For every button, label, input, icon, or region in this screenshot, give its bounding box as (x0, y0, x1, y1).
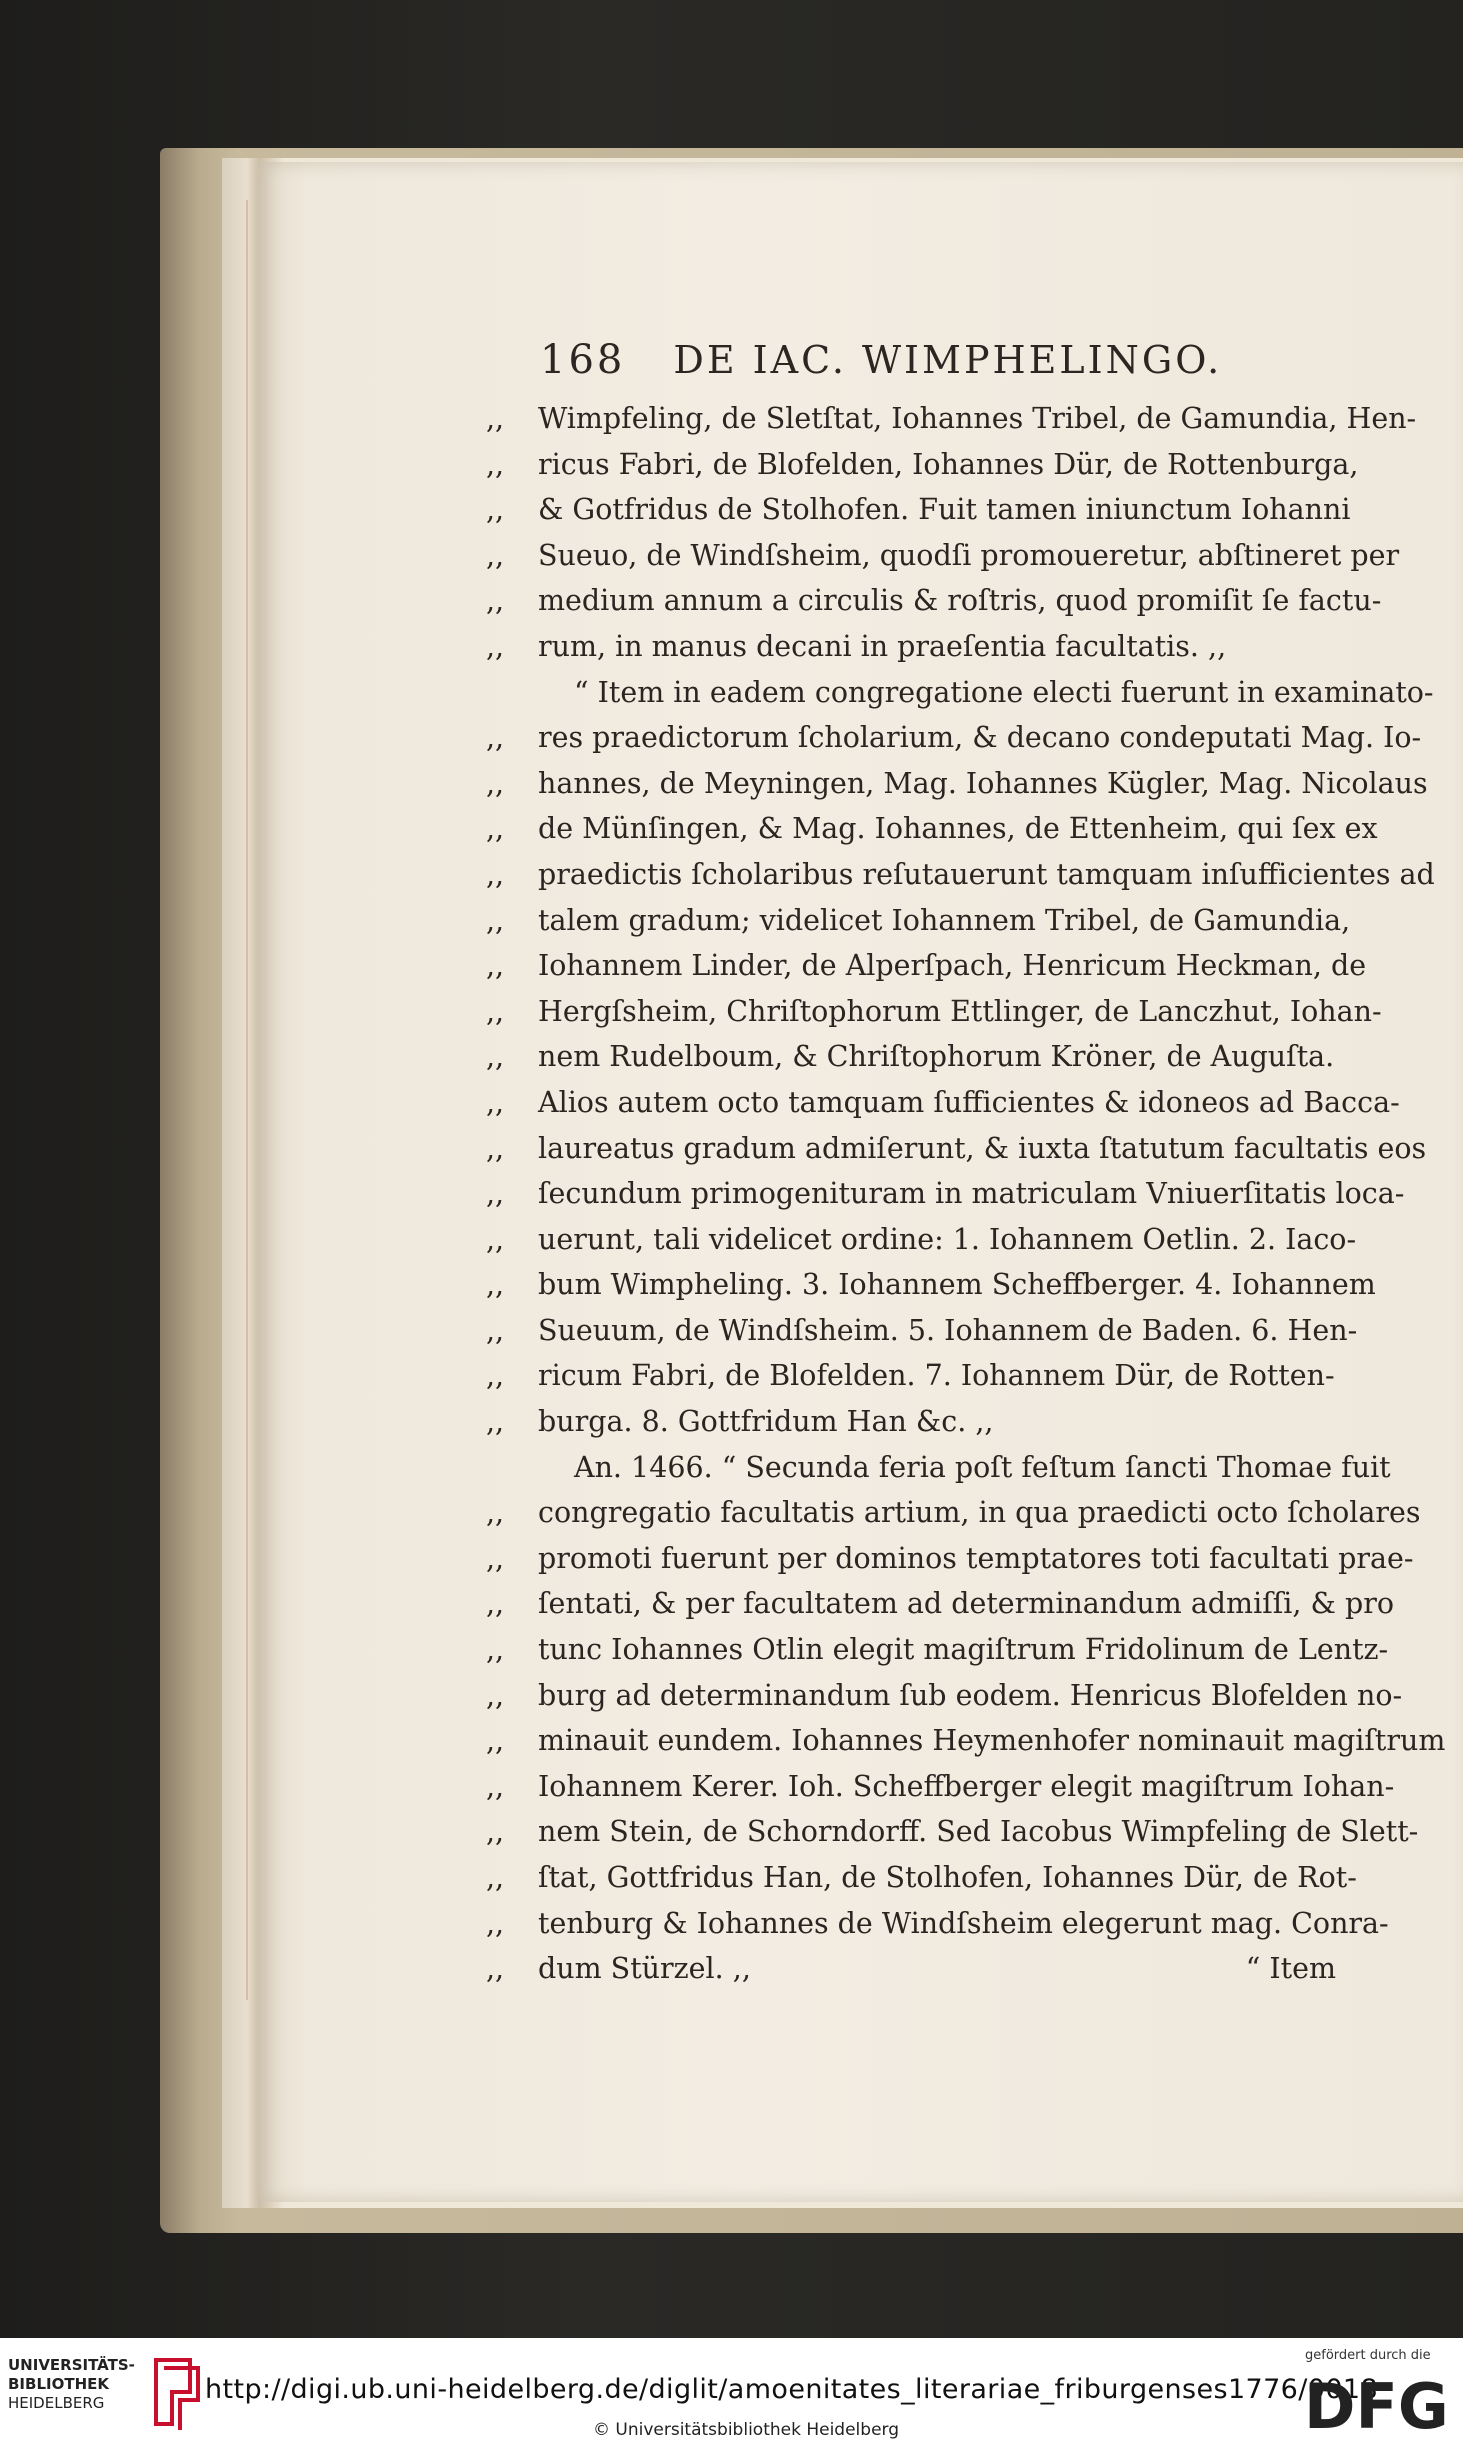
line-text: bum Wimpheling. 3. Iohannem Scheffberger. 4. Iohannem (538, 1268, 1376, 1302)
text-line (486, 1946, 1356, 1992)
text-line (486, 1901, 1389, 1947)
text-line (486, 852, 1435, 898)
quote-mark: ,, (486, 949, 505, 983)
quote-mark: ,, (486, 1769, 505, 1803)
line-text: ſecundum primogenituram in matriculam Vniuerſitatis loca- (538, 1177, 1405, 1211)
text-line (486, 943, 1367, 989)
line-text: promoti fuerunt per dominos temptatores toti facultati prae- (538, 1541, 1414, 1575)
line-text: An. 1466. “ Secunda feria poſt feſtum ſancti Thomae fuit (574, 1450, 1391, 1484)
running-header (540, 330, 1380, 390)
quote-mark: ,, (486, 857, 505, 891)
text-line (486, 442, 1359, 488)
quote-mark: ,, (486, 721, 505, 755)
text-line (486, 1490, 1421, 1536)
quote-mark: ,, (486, 1313, 505, 1347)
text-line (486, 578, 1382, 624)
quote-mark: ,, (486, 1906, 505, 1940)
quote-mark: ,, (486, 1724, 505, 1758)
quote-mark: ,, (486, 1815, 505, 1849)
quote-mark: ,, (486, 1496, 505, 1530)
text-line (486, 1855, 1356, 1901)
line-text: ſtat, Gottfridus Han, de Stolhofen, Iohannes Dür, de Rot- (538, 1861, 1357, 1894)
text-line (486, 1262, 1376, 1308)
quote-mark: ,, (486, 1177, 505, 1211)
text-line (486, 1353, 1356, 1399)
text-line (486, 1217, 1356, 1263)
quote-mark: ,, (486, 447, 505, 481)
institution-line: BIBLIOTHEK (8, 2375, 109, 2393)
funded-by-label: gefördert durch die (1305, 2348, 1431, 2363)
text-line (486, 487, 1356, 533)
line-text: Sueuum, de Windſsheim. 5. Iohannem de Baden. 6. Hen- (538, 1313, 1358, 1347)
quote-mark: ,, (486, 1359, 505, 1393)
line-text: Hergſsheim, Chriſtophorum Ettlinger, de Lanczhut, Iohan- (538, 994, 1382, 1028)
text-line (486, 1171, 1405, 1217)
text-line (486, 670, 1434, 716)
text-line (486, 1536, 1414, 1582)
line-text: dum Stürzel. ,, (538, 1952, 751, 1986)
line-text: talem gradum; videlicet Iohannem Tribel, de Gamundia, (538, 903, 1351, 937)
quote-mark: ,, (486, 1040, 505, 1074)
line-text: tunc Iohannes Otlin elegit magiſtrum Fridolinum de Lentz- (538, 1633, 1389, 1667)
page-number: 168 (540, 337, 626, 383)
line-text: ricus Fabri, de Blofelden, Iohannes Dür, de Rottenburga, (538, 447, 1359, 481)
text-line (486, 1034, 1356, 1080)
quote-mark: ,, (486, 1861, 505, 1894)
quote-mark: ,, (486, 1541, 505, 1575)
line-text: uerunt, tali videlicet ordine: 1. Iohannem Oetlin. 2. Iaco- (538, 1222, 1357, 1256)
university-library-logo-text (8, 2356, 158, 2413)
line-text: rum, in manus decani in praeſentia facultatis. ,, (538, 629, 1227, 663)
line-text: burg ad determinandum ſub eodem. Henricus Blofelden no- (538, 1678, 1403, 1712)
institution-line: HEIDELBERG (8, 2394, 105, 2412)
quote-mark: ,, (486, 903, 505, 937)
quote-mark: ,, (486, 1952, 505, 1986)
line-text: burga. 8. Gottfridum Han &c. ,, (538, 1405, 994, 1439)
text-line (486, 1581, 1394, 1627)
text-line (486, 1718, 1446, 1764)
quote-mark: ,, (486, 629, 505, 663)
line-text: nem Stein, de Schorndorff. Sed Iacobus Wimpfeling de Slett- (538, 1815, 1419, 1849)
running-title: DE IAC. WIMPHELINGO. (673, 338, 1223, 382)
text-line (486, 396, 1417, 442)
permalink-url[interactable]: http://digi.ub.uni-heidelberg.de/diglit/amoenitates_literariae_friburgenses1776/0018 (205, 2374, 1379, 2405)
funder-name: DFG (1304, 2370, 1449, 2438)
quote-mark: ,, (486, 402, 505, 435)
viewer-footer (0, 2338, 1463, 2453)
line-text: nem Rudelboum, & Chriſtophorum Kröner, de Auguſta. (538, 1040, 1335, 1074)
text-line (486, 1627, 1389, 1673)
line-text: tenburg & Iohannes de Windſsheim elegerunt mag. Conra- (538, 1906, 1389, 1940)
dfg-logo-icon (1300, 2368, 1450, 2438)
text-line (486, 1308, 1356, 1354)
catchword: “ Item (1245, 1952, 1336, 1986)
text-line (486, 715, 1422, 761)
quote-mark: ,, (486, 493, 505, 527)
text-line (486, 1399, 1356, 1445)
quote-mark: ,, (486, 1678, 505, 1712)
line-text: de Münſingen, & Mag. Iohannes, de Ettenheim, qui ſex ex (538, 812, 1378, 846)
line-text: hannes, de Meyningen, Mag. Iohannes Kügler, Mag. Nicolaus (538, 766, 1428, 800)
quote-mark: ,, (486, 1587, 505, 1621)
text-line (486, 533, 1400, 579)
page-text-body (486, 396, 1446, 1992)
quote-mark: ,, (486, 812, 505, 846)
quote-mark: ,, (486, 1268, 505, 1302)
line-text: res praedictorum ſcholarium, & decano condeputati Mag. Io- (538, 721, 1422, 755)
quote-mark: ,, (486, 538, 505, 572)
text-line (486, 898, 1356, 944)
quote-mark: ,, (486, 1222, 505, 1256)
line-text: Iohannem Kerer. Ioh. Scheffberger elegit magiſtrum Iohan- (538, 1769, 1395, 1803)
text-line (486, 1126, 1427, 1172)
line-text: minauit eundem. Iohannes Heymenhofer nominauit magiſtrum (538, 1724, 1446, 1758)
text-line (486, 989, 1382, 1035)
text-line (486, 1809, 1419, 1855)
line-text: “ Item in eadem congregatione electi fuerunt in examinato- (574, 675, 1434, 709)
line-text: Iohannem Linder, de Alperſpach, Henricum Heckman, de (538, 949, 1367, 983)
line-text: Wimpfeling, de Sletſtat, Iohannes Tribel, de Gamundia, Hen- (538, 402, 1417, 435)
quote-mark: ,, (486, 1405, 505, 1439)
quote-mark: ,, (486, 1131, 505, 1165)
line-text: medium annum a circulis & roſtris, quod promiſit ſe factu- (538, 584, 1382, 618)
line-text: Sueuo, de Windſsheim, quodſi promoueretur, abſtineret per (538, 538, 1400, 572)
text-line (486, 624, 1356, 670)
quote-mark: ,, (486, 766, 505, 800)
quote-mark: ,, (486, 1633, 505, 1667)
line-text: Alios autem octo tamquam ſufficientes & idoneos ad Bacca- (538, 1085, 1400, 1119)
quote-mark: ,, (486, 994, 505, 1028)
page-edge-rule (246, 200, 248, 2000)
quote-mark: ,, (486, 584, 505, 618)
text-line (486, 1764, 1395, 1810)
text-line (486, 1445, 1391, 1491)
line-text: congregatio facultatis artium, in qua praedicti octo ſcholares (538, 1496, 1421, 1530)
line-text: ricum Fabri, de Blofelden. 7. Iohannem Dür, de Rotten- (538, 1359, 1335, 1393)
text-line (486, 806, 1378, 852)
institution-line: UNIVERSITÄTS- (8, 2356, 135, 2374)
text-line (486, 1080, 1400, 1126)
university-logo-icon (150, 2352, 205, 2432)
text-line (486, 761, 1428, 807)
line-text: & Gotfridus de Stolhofen. Fuit tamen iniunctum Iohanni (538, 493, 1351, 527)
text-line (486, 1673, 1403, 1719)
line-text: laureatus gradum admiſerunt, & iuxta ſtatutum facultatis eos (538, 1131, 1427, 1165)
quote-mark: ,, (486, 1085, 505, 1119)
copyright-notice: © Universitätsbibliothek Heidelberg (593, 2420, 900, 2440)
line-text: praedictis ſcholaribus reſutauerunt tamquam inſufficientes ad (538, 857, 1435, 891)
line-text: ſentati, & per facultatem ad determinandum admiſſi, & pro (538, 1587, 1394, 1621)
